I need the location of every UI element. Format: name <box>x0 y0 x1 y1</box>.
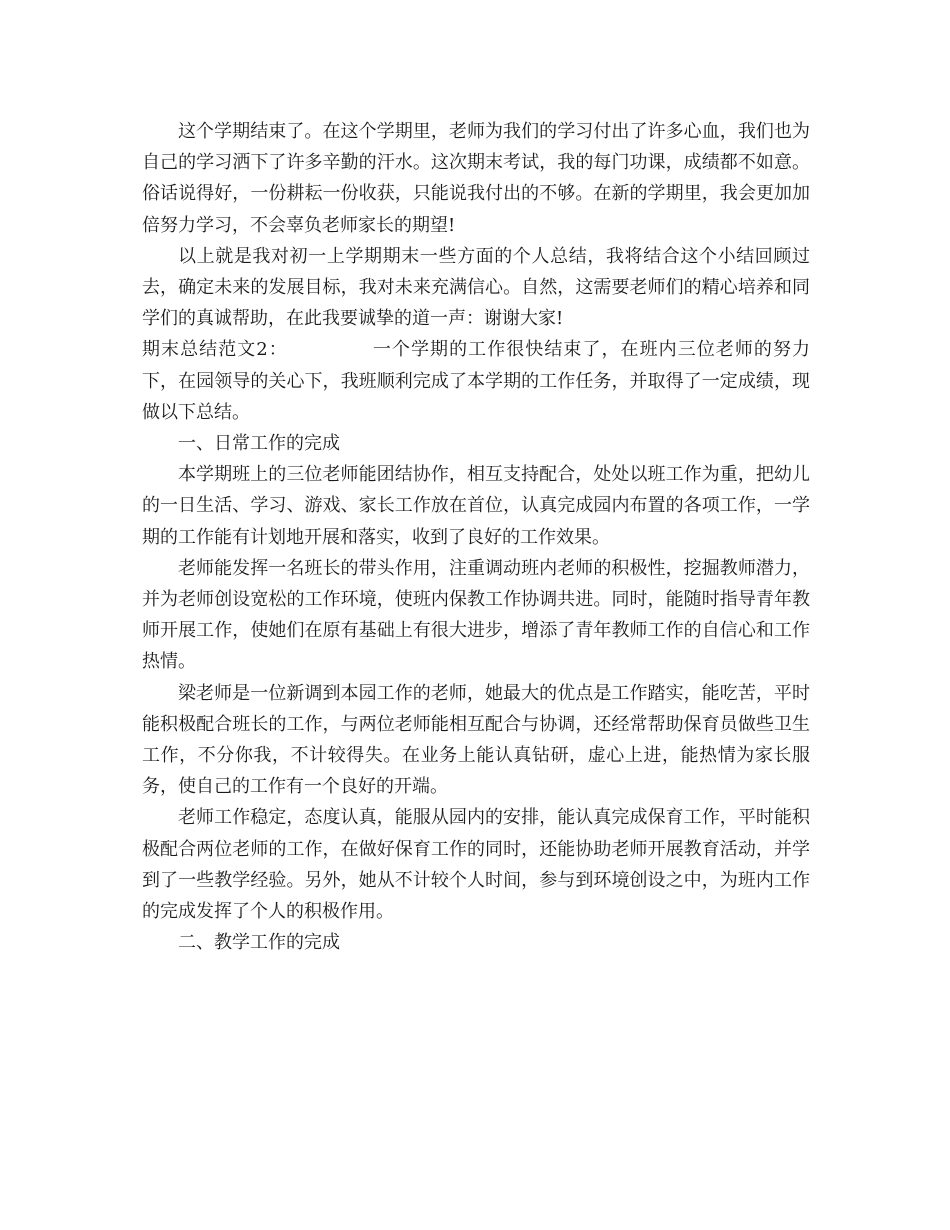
document-body <box>142 116 810 958</box>
paragraph-teacher-liang: 梁老师是一位新调到本园工作的老师，她最大的优点是工作踏实，能吃苦，平时能积极配合班长的工作，与两位老师能相互配合与协调，还经常帮助保育员做些卫生工作，不分你我，不计较得失。在业务上能认真钻研，虚心上进，能热情为家长服务，使自己的工作有一个良好的开端。 <box>142 682 810 798</box>
paragraph-summary-conclusion: 以上就是我对初一上学期期末一些方面的个人总结，我将结合这个小结回顾过去，确定未来的发展目标，我对未来充满信心。自然，这需要老师们的精心培养和同学们的真诚帮助，在此我要诚挚的道一声：谢谢大家! <box>142 245 810 330</box>
paragraph-class-leader: 老师能发挥一名班长的带头作用，注重调动班内老师的积极性，挖掘教师潜力，并为老师创设宽松的工作环境，使班内保教工作协调共进。同时，能随时指导青年教师开展工作，使她们在原有基础上有很大进步，增添了青年教师工作的自信心和工作热情。 <box>142 557 810 673</box>
sample-label: 期末总结范文2： <box>142 339 288 361</box>
paragraph-teamwork: 本学期班上的三位老师能团结协作，相互支持配合，处处以班工作为重，把幼儿的一日生活、学习、游戏、家长工作放在首位，认真完成园内布置的各项工作，一学期的工作能有计划地开展和落实，收到了良好的工作效果。 <box>142 464 810 548</box>
section-heading-teaching-work: 二、教学工作的完成 <box>178 932 340 954</box>
paragraph-care-teacher: 老师工作稳定，态度认真，能服从园内的安排，能认真完成保育工作，平时能积极配合两位老师的工作，在做好保育工作的同时，还能协助老师开展教育活动，并学到了一些教学经验。另外，她从不计较个人时间，参与到环境创设之中，为班内工作的完成发挥了个人的积极作用。 <box>142 807 810 923</box>
paragraph-semester-end: 这个学期结束了。在这个学期里，老师为我们的学习付出了许多心血，我们也为自己的学习洒下了许多辛勤的汗水。这次期末考试，我的每门功课，成绩都不如意。俗话说得好，一份耕耘一份收获，只能说我付出的不够。在新的学期里，我会更加加倍努力学习，不会辜负老师家长的期望! <box>142 121 810 236</box>
section-heading-daily-work: 一、日常工作的完成 <box>178 433 340 455</box>
sample-intro-text: 一个学期的工作很快结束了，在班内三位老师的努力下，在园领导的关心下，我班顺利完成了本学期的工作任务，并取得了一定成绩，现做以下总结。 <box>142 339 811 423</box>
sample-intro-paragraph <box>142 334 810 428</box>
